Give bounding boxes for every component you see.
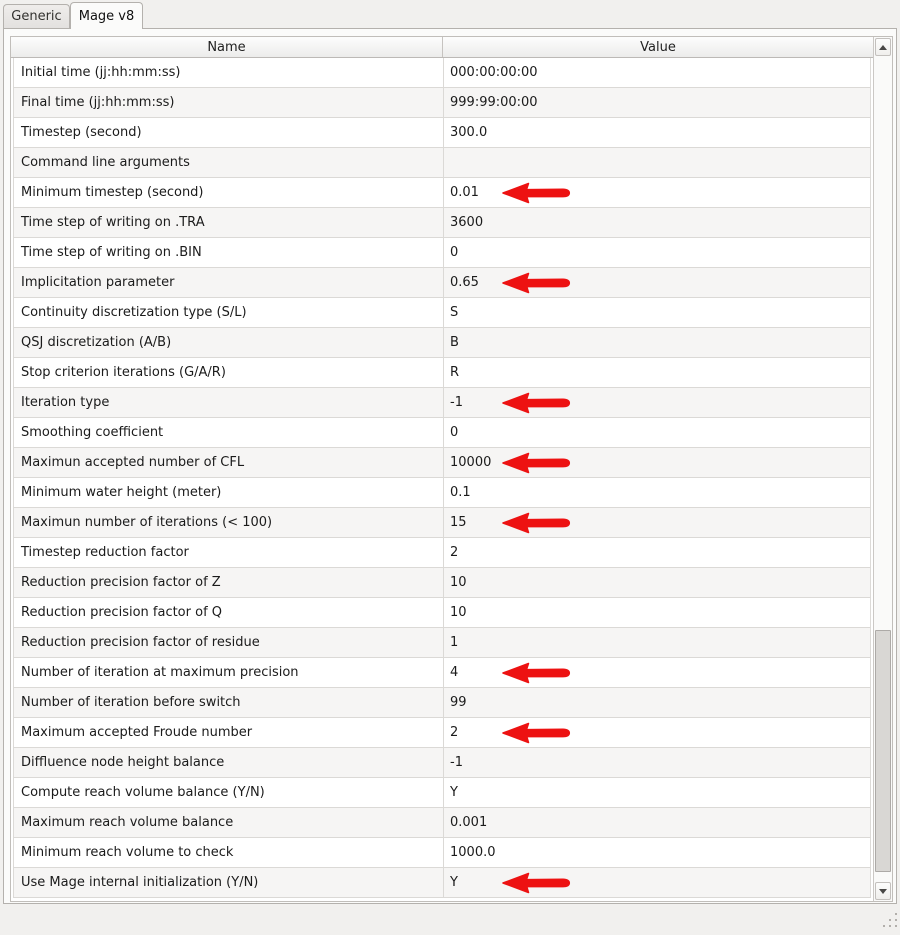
param-value-cell[interactable] — [444, 388, 870, 417]
scroll-down-button[interactable] — [875, 882, 891, 900]
table-row[interactable] — [13, 388, 871, 418]
scrollbar-thumb[interactable] — [875, 630, 891, 872]
param-name-cell[interactable]: Implicitation parameter — [14, 268, 444, 297]
tab-content-panel — [3, 28, 897, 904]
param-value-cell[interactable] — [444, 808, 870, 837]
scroll-up-button[interactable] — [875, 38, 891, 56]
param-name-cell[interactable]: Minimum reach volume to check — [14, 838, 444, 867]
param-value-cell[interactable] — [444, 298, 870, 327]
param-name-cell[interactable]: QSJ discretization (A/B) — [14, 328, 444, 357]
param-value-cell[interactable] — [444, 478, 870, 507]
param-name-cell[interactable]: Maximun accepted number of CFL — [14, 448, 444, 477]
red-arrow-icon — [501, 512, 573, 534]
param-value-text: B — [450, 335, 459, 350]
param-value-text: 4 — [450, 665, 459, 680]
table-row[interactable] — [13, 58, 871, 88]
param-value-text: 0.65 — [450, 275, 479, 290]
parameters-table — [10, 36, 893, 902]
red-arrow-icon — [501, 722, 573, 744]
param-value-cell[interactable] — [444, 208, 870, 237]
param-value-text: 2 — [450, 545, 459, 560]
red-arrow-icon — [501, 182, 573, 204]
param-value-text: 10 — [450, 605, 467, 620]
param-name-cell[interactable]: Initial time (jj:hh:mm:ss) — [14, 58, 444, 87]
param-value-text: 0.001 — [450, 815, 488, 830]
tab-mage-v8[interactable] — [70, 2, 143, 29]
param-value-cell[interactable] — [444, 148, 870, 177]
param-value-cell[interactable] — [444, 748, 870, 777]
param-name-cell[interactable]: Smoothing coefficient — [14, 418, 444, 447]
param-name-cell[interactable]: Maximun number of iterations (< 100) — [14, 508, 444, 537]
param-value-text: Y — [450, 785, 458, 800]
param-name-cell[interactable]: Continuity discretization type (S/L) — [14, 298, 444, 327]
vertical-scrollbar[interactable] — [873, 37, 892, 901]
table-row[interactable] — [13, 868, 871, 898]
table-row[interactable] — [13, 748, 871, 778]
table-row[interactable] — [13, 628, 871, 658]
table-row[interactable] — [13, 148, 871, 178]
param-name-cell[interactable]: Compute reach volume balance (Y/N) — [14, 778, 444, 807]
param-value-cell[interactable] — [444, 718, 870, 747]
red-arrow-icon — [501, 392, 573, 414]
table-row[interactable] — [13, 358, 871, 388]
tab-generic-label: Generic — [11, 9, 62, 24]
param-name-cell[interactable]: Final time (jj:hh:mm:ss) — [14, 88, 444, 117]
param-name-cell[interactable]: Reduction precision factor of residue — [14, 628, 444, 657]
param-value-cell[interactable] — [444, 628, 870, 657]
column-header-name[interactable]: Name — [11, 37, 443, 57]
param-name-cell[interactable]: Command line arguments — [14, 148, 444, 177]
param-name-cell[interactable]: Timestep (second) — [14, 118, 444, 147]
param-value-text: 0 — [450, 245, 459, 260]
table-row[interactable] — [13, 658, 871, 688]
param-value-text: 2 — [450, 725, 459, 740]
param-value-text: 0.01 — [450, 185, 479, 200]
param-value-text: 0.1 — [450, 485, 471, 500]
param-value-text: 0 — [450, 425, 459, 440]
red-arrow-icon — [501, 452, 573, 474]
param-value-cell[interactable] — [444, 358, 870, 387]
table-row[interactable] — [13, 328, 871, 358]
param-value-text: 10000 — [450, 455, 492, 470]
tab-mage-v8-label: Mage v8 — [78, 8, 135, 24]
param-value-text: S — [450, 305, 459, 320]
param-name-cell[interactable]: Number of iteration at maximum precision — [14, 658, 444, 687]
param-value-cell[interactable] — [444, 328, 870, 357]
param-name-cell[interactable]: Minimum water height (meter) — [14, 478, 444, 507]
param-value-cell[interactable] — [444, 268, 870, 297]
param-value-text: -1 — [450, 755, 463, 770]
param-value-cell[interactable] — [444, 448, 870, 477]
table-row[interactable] — [13, 88, 871, 118]
param-value-cell[interactable] — [444, 538, 870, 567]
param-name-cell[interactable]: Maximum accepted Froude number — [14, 718, 444, 747]
param-name-cell[interactable]: Use Mage internal initialization (Y/N) — [14, 868, 444, 897]
param-value-text: 300.0 — [450, 125, 488, 140]
param-value-cell[interactable] — [444, 88, 870, 117]
table-row[interactable] — [13, 598, 871, 628]
table-row[interactable] — [13, 538, 871, 568]
param-value-cell[interactable] — [444, 118, 870, 147]
param-value-cell[interactable] — [444, 598, 870, 627]
param-value-cell[interactable] — [444, 238, 870, 267]
table-row[interactable] — [13, 508, 871, 538]
param-value-text: 3600 — [450, 215, 484, 230]
table-row[interactable] — [13, 118, 871, 148]
param-name-cell[interactable]: Reduction precision factor of Q — [14, 598, 444, 627]
red-arrow-icon — [501, 272, 573, 294]
param-value-text: -1 — [450, 395, 463, 410]
param-name-cell[interactable]: Time step of writing on .TRA — [14, 208, 444, 237]
param-name-cell[interactable]: Minimum timestep (second) — [14, 178, 444, 207]
table-row[interactable] — [13, 718, 871, 748]
param-value-text: 000:00:00:00 — [450, 65, 538, 80]
param-value-cell[interactable] — [444, 868, 870, 897]
param-value-cell[interactable] — [444, 838, 870, 867]
parameters-table-main — [11, 37, 873, 901]
scroll-up-icon — [879, 45, 887, 50]
red-arrow-icon — [501, 872, 573, 894]
param-value-cell[interactable] — [444, 688, 870, 717]
param-value-text: 10 — [450, 575, 467, 590]
table-row[interactable] — [13, 568, 871, 598]
table-row[interactable] — [13, 178, 871, 208]
param-value-text: 999:99:00:00 — [450, 95, 538, 110]
param-value-text: 1000.0 — [450, 845, 496, 860]
param-name-cell[interactable]: Number of iteration before switch — [14, 688, 444, 717]
param-value-cell[interactable] — [444, 508, 870, 537]
param-value-cell[interactable] — [444, 658, 870, 687]
scroll-down-icon — [879, 889, 887, 894]
param-value-text: 99 — [450, 695, 467, 710]
param-name-cell[interactable]: Reduction precision factor of Z — [14, 568, 444, 597]
resize-grip[interactable] — [879, 913, 897, 931]
table-header-row — [11, 37, 873, 58]
param-value-text: R — [450, 365, 460, 380]
param-value-text: Y — [450, 875, 458, 890]
param-value-cell[interactable] — [444, 568, 870, 597]
table-row[interactable] — [13, 478, 871, 508]
column-header-value[interactable]: Value — [640, 39, 676, 55]
table-row[interactable] — [13, 808, 871, 838]
table-row[interactable] — [13, 688, 871, 718]
param-value-cell[interactable] — [444, 58, 870, 87]
red-arrow-icon — [501, 662, 573, 684]
table-rows — [11, 58, 873, 901]
param-value-cell[interactable] — [444, 178, 870, 207]
param-name-cell[interactable]: Stop criterion iterations (G/A/R) — [14, 358, 444, 387]
table-row[interactable] — [13, 448, 871, 478]
table-row[interactable] — [13, 238, 871, 268]
param-value-cell[interactable] — [444, 778, 870, 807]
table-row[interactable] — [13, 268, 871, 298]
table-row[interactable] — [13, 208, 871, 238]
param-name-cell[interactable]: Time step of writing on .BIN — [14, 238, 444, 267]
param-name-cell[interactable]: Timestep reduction factor — [14, 538, 444, 567]
param-value-text: 1 — [450, 635, 459, 650]
param-name-cell[interactable]: Maximum reach volume balance — [14, 808, 444, 837]
param-name-cell[interactable]: Iteration type — [14, 388, 444, 417]
table-row[interactable] — [13, 838, 871, 868]
param-value-cell[interactable] — [444, 418, 870, 447]
param-name-cell[interactable]: Diffluence node height balance — [14, 748, 444, 777]
table-row[interactable] — [13, 298, 871, 328]
scrollbar-track[interactable] — [874, 57, 892, 881]
tab-generic[interactable] — [3, 4, 70, 28]
table-row[interactable] — [13, 418, 871, 448]
table-row[interactable] — [13, 778, 871, 808]
param-value-text: 15 — [450, 515, 467, 530]
